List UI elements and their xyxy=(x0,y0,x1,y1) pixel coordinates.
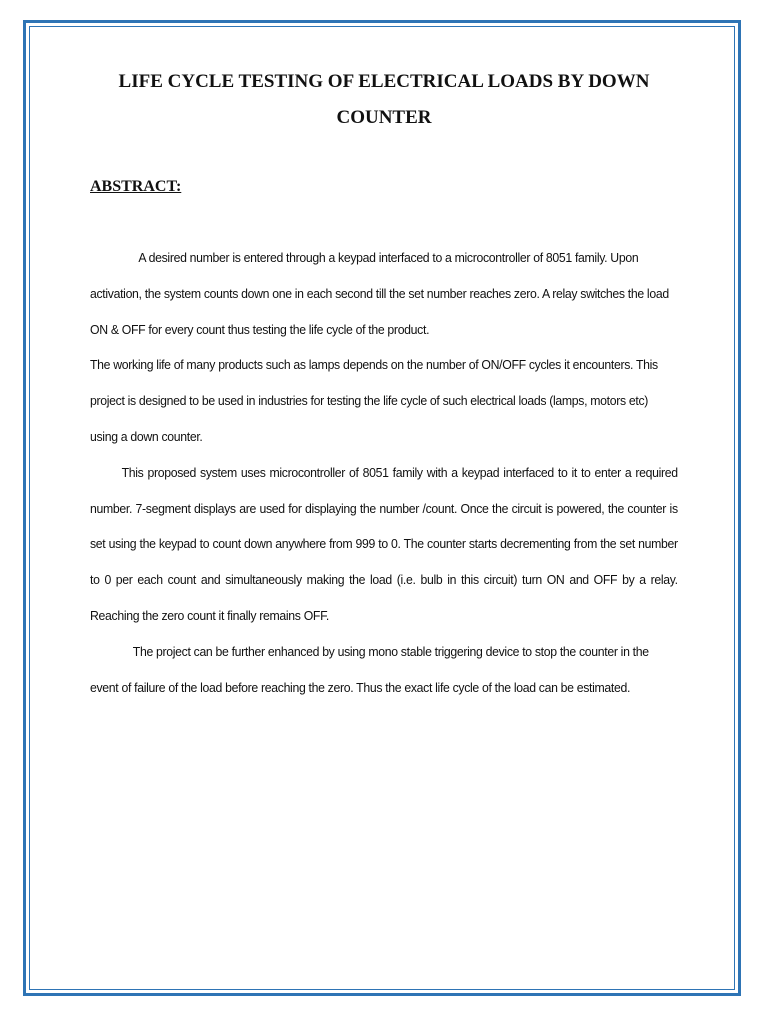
title-line-2: COUNTER xyxy=(336,107,432,128)
document-title xyxy=(90,64,678,136)
title-line-1: LIFE CYCLE TESTING OF ELECTRICAL LOADS BY DOWN xyxy=(118,71,650,92)
paragraph-3: This proposed system uses microcontroller of 8051 family with a keypad interfaced to it to enter a required number. 7-segment displays are used for displaying the number /count. Once the circuit is powered, the counter is set using the keypad to count down anywhere from 999 to 0. The counter starts decrementing from the set number to 0 per each count and simultaneously making the load (i.e. bulb in this circuit) turn ON and OFF by a relay. Reaching the zero count it finally remains OFF. xyxy=(90,464,678,623)
paragraph-1: A desired number is entered through a keypad interfaced to a microcontroller of 8051 family. Upon activation, the system counts down one in each second till the set number reaches zero. A relay switches the load ON & OFF for every count thus testing the life cycle of the product. xyxy=(90,250,669,337)
abstract-heading: ABSTRACT: xyxy=(90,178,182,195)
paragraph-4: The project can be further enhanced by using mono stable triggering device to stop the counter in the event of failure of the load before reaching the zero. Thus the exact life cycle of the load can be estimated. xyxy=(90,643,649,695)
paragraph-2: The working life of many products such as lamps depends on the number of ON/OFF cycles it encounters. This project is designed to be used in industries for testing the life cycle of such electrical loads (lamps, motors etc) using a down counter. xyxy=(90,357,658,444)
abstract-body xyxy=(90,240,678,705)
document-content xyxy=(90,64,678,695)
